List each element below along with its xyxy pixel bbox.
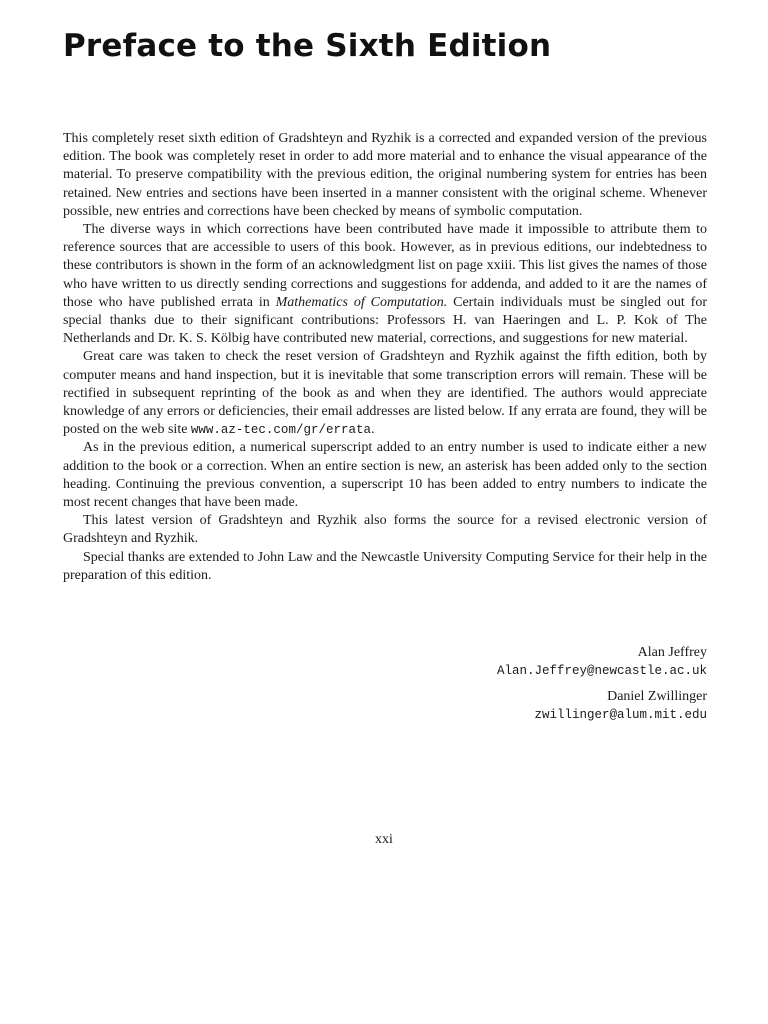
author-email: zwillinger@alum.mit.edu bbox=[534, 708, 707, 722]
author-name: Alan Jeffrey bbox=[637, 645, 707, 660]
author-email: Alan.Jeffrey@newcastle.ac.uk bbox=[496, 664, 707, 678]
journal-title: Mathematics of Computation. bbox=[275, 294, 448, 310]
paragraph-intro: This completely reset sixth edition of Gradshteyn and Ryzhik is a corrected and expanded version of the previous edition. The book was completely reset in order to add more material and to enhance the visual appearance of the material. To preserve compatibility with the previous edition, the original numbering system for entries has been retained. New entries and sections have been inserted in a manner consistent with the original scheme. Whenever possible, new entries and corrections have been checked by means of symbolic computation. bbox=[63, 131, 707, 219]
paragraph-thanks: Special thanks are extended to John Law and the Newcastle University Computing Service for their help in the preparation of this edition. bbox=[63, 549, 707, 583]
paragraph-electronic-version: This latest version of Gradshteyn and Ryzhik also forms the source for a revised electronic version of Gradshteyn and Ryzhik. bbox=[63, 513, 707, 547]
paragraph-errata-tail: . bbox=[370, 422, 375, 438]
paragraph-errata-lead: Great care was taken to check the reset version of Gradshteyn and Ryzhik against the fifth edition, both by computer means and hand inspection, but it is inevitable that some transcription errors will remain. These will be rectified in subsequent reprinting of the book as and when they are identified. The authors would appreciate knowledge of any errors or deficiencies, their email addresses are listed below. If any errata are found, they will be posted on the web site bbox=[63, 349, 707, 438]
paragraph-errata bbox=[63, 348, 707, 439]
paragraph-contributors-lead: The diverse ways in which corrections have been contributed have made it impossible to attribute them to reference sources that are accessible to users of this book. However, as in previous editions, our indebtedness to these contributors is shown in the form of an acknowledgment list on page xxiii. This list gives the names of those who have written to us directly sending corrections and suggestions for addenda, and added to it are the names of those who have published errata in bbox=[63, 222, 707, 310]
signature-block bbox=[497, 644, 707, 732]
page-title: Preface to the Sixth Edition bbox=[63, 28, 552, 64]
paragraph-superscripts: As in the previous edition, a numerical superscript added to an entry number is used to indicate either a new addition to the book or a correction. When an entire section is new, an asterisk has been added only to the section heading. Continuing the previous convention, a superscript 10 has been added to entry numbers to indicate the most recent changes that have been made. bbox=[63, 440, 707, 511]
paragraph-contributors bbox=[63, 221, 707, 348]
errata-url: www.az-tec.com/gr/errata bbox=[190, 423, 371, 438]
author-name: Daniel Zwillinger bbox=[607, 689, 707, 704]
page-number: xxi bbox=[375, 832, 393, 847]
paragraph-contributors-tail: Certain individuals must be singled out for special thanks due to their significant contributions: Professors H. van Haeringen and L. P. Kok of The Netherlands and Dr. K. S. Kölbig have contributed new material, corrections, and suggestions for new material. bbox=[63, 294, 707, 347]
preface-body bbox=[63, 130, 707, 585]
